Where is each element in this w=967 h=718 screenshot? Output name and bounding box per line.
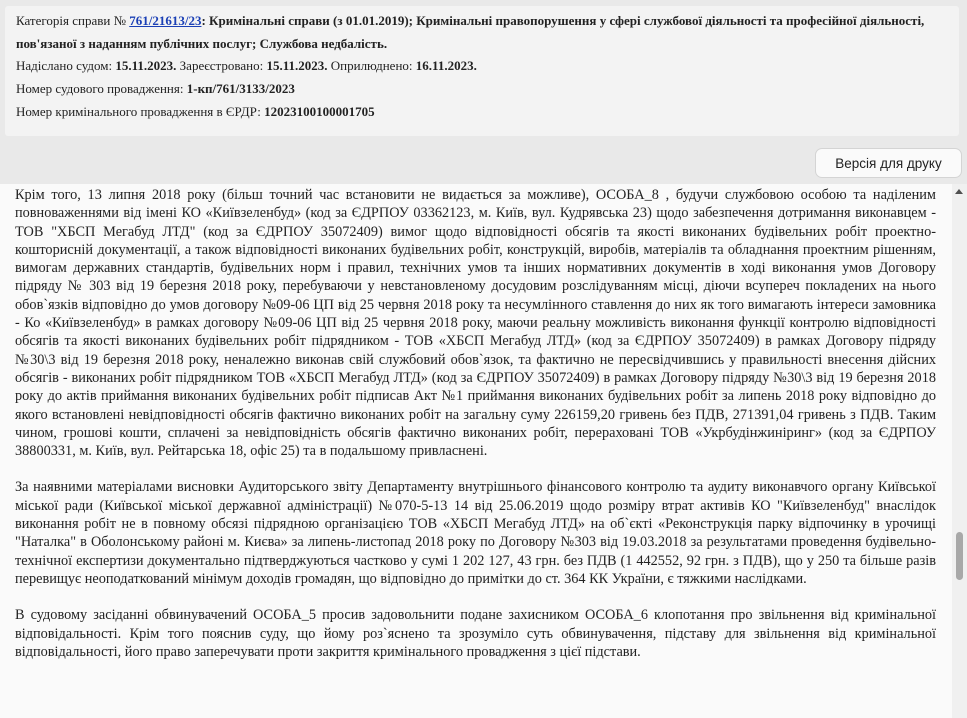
proceeding-row <box>16 78 949 101</box>
published-label: Оприлюднено: <box>330 58 413 74</box>
case-info-panel <box>5 6 959 136</box>
category-value: : Кримінальні справи (з 01.01.2019); Кримінальні правопорушення у сфері службової діяльності та професійної діяльності, пов'язаної з наданням публічних послуг; Службова недбалість. <box>16 13 925 51</box>
document-paragraph: В судовому засіданні обвинувачений ОСОБА_5 просив задовольнити подане захисником ОСОБА_6 клопотання про звільнення від кримінальної відповідальності. Крім того пояснив суду, що йому роз`яснено та зрозуміло суть обвинувачення, підставу для звільнення від кримінальної відповідальності, його право заперечувати проти закриття кримінального провадження з цієї підстави. <box>15 607 936 660</box>
sent-date: 15.11.2023. <box>115 58 177 74</box>
sent-label: Надіслано судом: <box>16 58 113 74</box>
erdr-label: Номер кримінального провадження в ЄРДР: <box>16 103 261 119</box>
erdr-row <box>16 101 949 124</box>
proceeding-number: 1-кп/761/3133/2023 <box>186 81 295 97</box>
category-label: Категорія справи № <box>16 13 126 28</box>
published-date: 16.11.2023. <box>415 58 477 74</box>
document-paragraph: Крім того, 13 липня 2018 року (більш точний час встановити не видається за можливе), ОСОБА_8 , будучи службовою особою та наділеним повноваженнями від імені КО «Київзеленбуд» (код за ЄДРПОУ 03362123, м. Київ, вул. Кудрявська 23) щодо забезпечення дотримання виконавцем - ТОВ "ХБСП Мегабуд ЛТД" (код за ЄДРПОУ 35072409) вимог щодо відповідності обсягів та якості виконаних будівельних робіт проектно-кошторисній документації, а також відповідності виконаних будівельних робіт, конструкцій, виробів, матеріалів та обладнання проектним рішенням, вимогам державних стандартів, будівельних норм і правил, технічних умов та інших нормативних документів в ході виконання умов Договору підряду № 303 від 19 березня 2018 року, перебуваючи у невстановленому досудовим розслідуванням місці, діючи всупереч покладених на нього обов`язків відповідно до умов договору №09-06 ЦП від 25 червня 2018 року та несумлінного ставлення до них як того вимагають інтереси замовника - Ко «Київзеленбуд» в рамках договору №09-06 ЦП від 25 червня 2018 року, маючи реальну можливість виконання функції контролю відповідності обсягів та якості виконаних будівельних робіт підрядником - ТОВ «ХБСП Мегабуд ЛТД» (код за ЄДРПОУ 35072409) в рамках Договору підряду №30\3 від 19 березня 2018 року, неналежно виконав свій службовий обов`язок, та фактично не пересвідчившись у правильності внесення дійсних обсягів - виконаних робіт підрядником ТОВ «ХБСП Мегабуд ЛТД» (код за ЄДРПОУ 35072409) в рамках Договору підряду №30\3 від 19 березня 2018 року до актів приймання виконаних будівельних робіт підписав Акт №1 приймання виконаних будівельних робіт за липень 2018 року відповідно до якого встановлені невідповідності обсягів фактично виконаних робіт на загальну суму 226159,20 гривень без ПДВ, 271391,04 гривень з ПДВ. Таким чином, грошові кошти, сплачені за невідповідність обсягів фактично виконаних робіт, перераховані ТОВ «Укрбудінжиніринг» (код за ЄДРПОУ 38800331, м. Київ, вул. Рейтарська 18, офіс 25) та в подальшому привласнені. <box>15 187 936 460</box>
document-frame[interactable] <box>0 184 967 718</box>
scrollbar-thumb[interactable] <box>956 532 963 580</box>
registered-label: Зареєстровано: <box>179 58 264 74</box>
case-category-row <box>16 10 949 55</box>
proceeding-label: Номер судового провадження: <box>16 81 184 97</box>
dates-row <box>16 55 949 78</box>
document-text <box>15 186 936 679</box>
scroll-up-arrow-icon[interactable] <box>955 189 963 194</box>
print-version-button[interactable]: Версія для друку <box>815 148 962 178</box>
document-paragraph: За наявними матеріалами висновки Аудиторського звіту Департаменту внутрішнього фінансового контролю та аудиту виконавчого органу Київської міської ради (Київської міської державної адміністрації) №070-5-13 14 від 25.06.2019 щодо розміру втрат активів КО "Київзеленбуд" внаслідок виконання робіт не в повному обсязі підрядною організацією ТОВ «ХБСП Мегабуд ЛТД» на об`єкті «Реконструкція парку відпочинку в урочищі "Наталка" в Оболонському районі м. Києва» за липень-листопад 2018 року по Договору №303 від 19.03.2018 за результатами проведення будівельно-технічної експертизи документально підтверджуються частково у сумі 1 202 127, 43 грн. без ПДВ (1 442552, 92 грн. з ПДВ), що у 250 та більше разів перевищує неоподаткований мінімум доходів громадян, що відповідно до примітки до ст. 364 КК України, є тяжкими наслідками. <box>15 479 936 587</box>
case-number-link[interactable]: 761/21613/23 <box>129 13 202 28</box>
registered-date: 15.11.2023. <box>266 58 328 74</box>
erdr-number: 12023100100001705 <box>264 103 375 119</box>
vertical-scrollbar[interactable] <box>952 184 967 718</box>
